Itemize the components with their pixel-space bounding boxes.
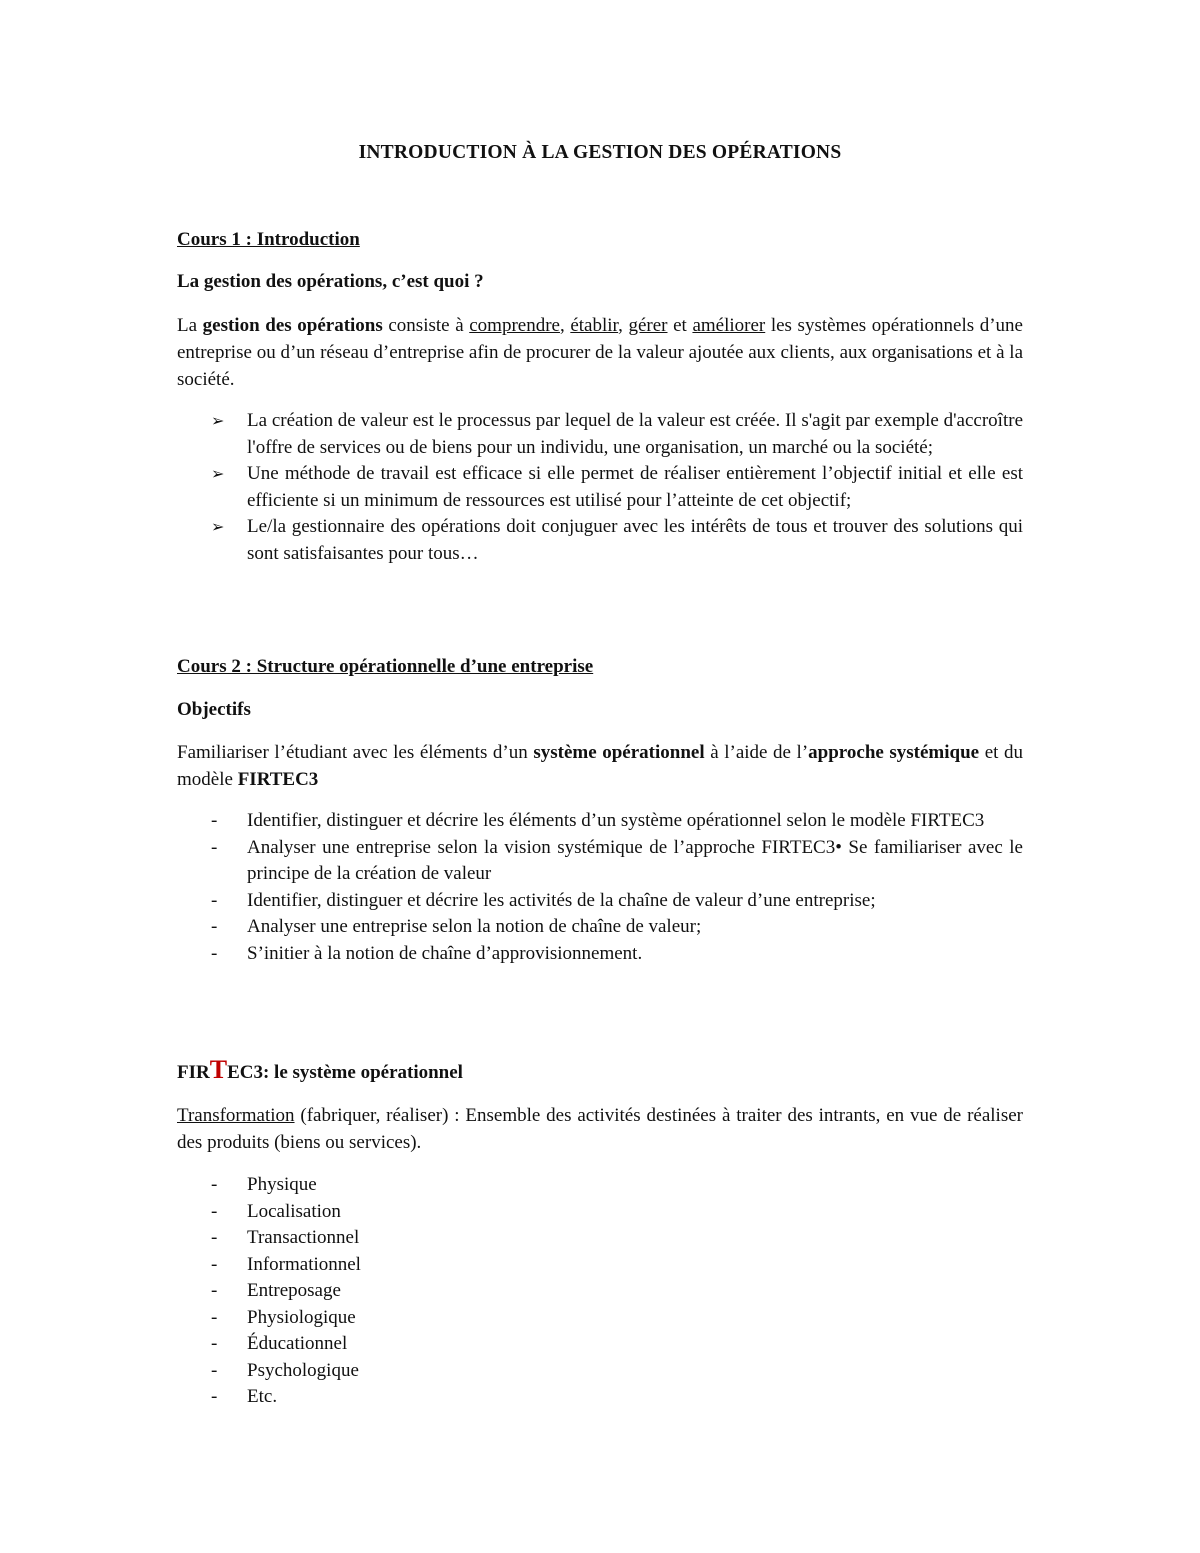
list-item bbox=[177, 514, 1023, 567]
text-run: EC3: le système opérationnel bbox=[227, 1062, 463, 1083]
list-item-text: S’initier à la notion de chaîne d’approvisionnement. bbox=[247, 942, 643, 964]
list-item-text: Identifier, distinguer et décrire les éléments d’un système opérationnel selon le modèle FIRTEC3 bbox=[247, 810, 985, 831]
dash-bullet: - bbox=[211, 916, 218, 937]
list-item bbox=[177, 461, 1023, 514]
list-item-text: Entreposage bbox=[247, 1280, 341, 1301]
list-item bbox=[177, 1172, 1023, 1199]
list-item bbox=[177, 1278, 1023, 1305]
cours1-heading: Cours 1 : Introduction bbox=[177, 229, 360, 250]
list-item bbox=[177, 1252, 1023, 1279]
list-item-text: La création de valeur est le processus par lequel de la valeur est créée. Il s'agit par exemple d'accroître l'offre de services ou de biens pour un individu, une organisation, un marché ou la société; bbox=[247, 410, 1023, 458]
list-item bbox=[177, 941, 1023, 968]
text-run: , bbox=[559, 315, 571, 336]
dash-bullet: - bbox=[211, 1253, 218, 1275]
text-run: (fabriquer, réaliser) : Ensemble des activités destinées à traiter des intrants, en vue de réaliser des produits (biens ou services). bbox=[177, 1105, 1023, 1153]
text-run: FIR bbox=[177, 1062, 210, 1083]
list-item bbox=[177, 835, 1023, 888]
cours2-paragraph bbox=[177, 739, 1023, 793]
arrow-bullet-icon: ➢ bbox=[211, 411, 225, 430]
dash-bullet: - bbox=[211, 1386, 218, 1407]
list-item bbox=[177, 1331, 1023, 1358]
text-run: et du modèle bbox=[177, 742, 1023, 790]
list-item-text: Identifier, distinguer et décrire les activités de la chaîne de valeur d’une entreprise; bbox=[247, 889, 876, 911]
text-run: Familiariser l’étudiant avec les éléments d’un bbox=[177, 742, 534, 763]
dash-bullet: - bbox=[211, 1333, 218, 1354]
underlined-term: Transformation bbox=[177, 1105, 295, 1126]
bold-term: FIRTEC3 bbox=[237, 769, 319, 790]
list-item bbox=[177, 808, 1023, 835]
list-item-text: Psychologique bbox=[247, 1359, 359, 1381]
text-run: consiste à bbox=[382, 315, 470, 336]
list-item-text: Informationnel bbox=[247, 1253, 361, 1275]
list-item-text: Physique bbox=[247, 1174, 317, 1195]
cours1-bullet-list bbox=[177, 408, 1023, 567]
dash-bullet: - bbox=[211, 1200, 218, 1222]
list-item bbox=[177, 408, 1023, 461]
arrow-bullet-icon: ➢ bbox=[211, 464, 225, 483]
cours2-heading: Cours 2 : Structure opérationnelle d’une entreprise bbox=[177, 656, 594, 677]
bold-term: gestion des opérations bbox=[202, 315, 383, 336]
dash-bullet: - bbox=[211, 1359, 218, 1381]
list-item bbox=[177, 1305, 1023, 1332]
red-letter-t: T bbox=[209, 1055, 228, 1084]
list-item bbox=[177, 888, 1023, 915]
list-item bbox=[177, 1358, 1023, 1385]
list-item bbox=[177, 1225, 1023, 1252]
dash-bullet: - bbox=[211, 889, 218, 911]
text-run: La bbox=[177, 315, 203, 336]
underlined-term: gérer bbox=[628, 315, 668, 336]
dash-bullet: - bbox=[211, 1280, 218, 1301]
list-item bbox=[177, 914, 1023, 941]
dash-bullet: - bbox=[211, 942, 218, 964]
dash-bullet: - bbox=[211, 1306, 218, 1328]
list-item bbox=[177, 1384, 1023, 1411]
dash-bullet: - bbox=[211, 836, 218, 858]
underlined-term: améliorer bbox=[692, 315, 766, 336]
list-item-text: Le/la gestionnaire des opérations doit conjuguer avec les intérêts de tous et trouver des solutions qui sont satisfaisantes pour tous… bbox=[247, 516, 1023, 564]
bold-term: système opérationnel bbox=[533, 742, 705, 763]
firtec-dash-list bbox=[177, 1172, 1023, 1411]
dash-bullet: - bbox=[211, 1174, 218, 1195]
cours1-subheading: La gestion des opérations, c’est quoi ? bbox=[177, 271, 484, 292]
list-item-text: Transactionnel bbox=[247, 1227, 360, 1248]
document-title: INTRODUCTION À LA GESTION DES OPÉRATIONS bbox=[358, 142, 842, 163]
underlined-term: établir bbox=[570, 315, 619, 336]
list-item-text: Etc. bbox=[247, 1386, 278, 1407]
firtec-paragraph bbox=[177, 1102, 1023, 1156]
list-item-text: Localisation bbox=[247, 1200, 341, 1222]
arrow-bullet-icon: ➢ bbox=[211, 517, 225, 536]
text-run: les systèmes opérationnels d’une entreprise ou d’un réseau d’entreprise afin de procurer de la valeur ajoutée aux clients, aux organisations et à la société. bbox=[177, 315, 1023, 390]
underlined-term: comprendre bbox=[469, 315, 560, 336]
list-item bbox=[177, 1199, 1023, 1226]
text-run: à l’aide de l’ bbox=[704, 742, 809, 763]
list-item-text: Analyser une entreprise selon la notion de chaîne de valeur; bbox=[247, 916, 702, 937]
cours2-dash-list bbox=[177, 808, 1023, 967]
cours1-paragraph bbox=[177, 312, 1023, 393]
dash-bullet: - bbox=[211, 810, 218, 831]
dash-bullet: - bbox=[211, 1227, 218, 1248]
list-item-text: Éducationnel bbox=[247, 1333, 348, 1354]
list-item-text: Analyser une entreprise selon la vision systémique de l’approche FIRTEC3• Se familiariser avec le principe de la création de valeur bbox=[247, 836, 1023, 884]
cours2-subheading: Objectifs bbox=[177, 699, 251, 720]
bold-term: approche systémique bbox=[808, 742, 980, 763]
firtec-heading bbox=[177, 1056, 1023, 1086]
text-run: , bbox=[618, 315, 629, 336]
list-item-text: Une méthode de travail est efficace si elle permet de réaliser entièrement l’objectif initial et elle est efficiente si un minimum de ressources est utilisé pour l’atteinte de cet objectif; bbox=[247, 463, 1023, 511]
text-run: et bbox=[667, 315, 693, 336]
list-item-text: Physiologique bbox=[247, 1306, 356, 1328]
